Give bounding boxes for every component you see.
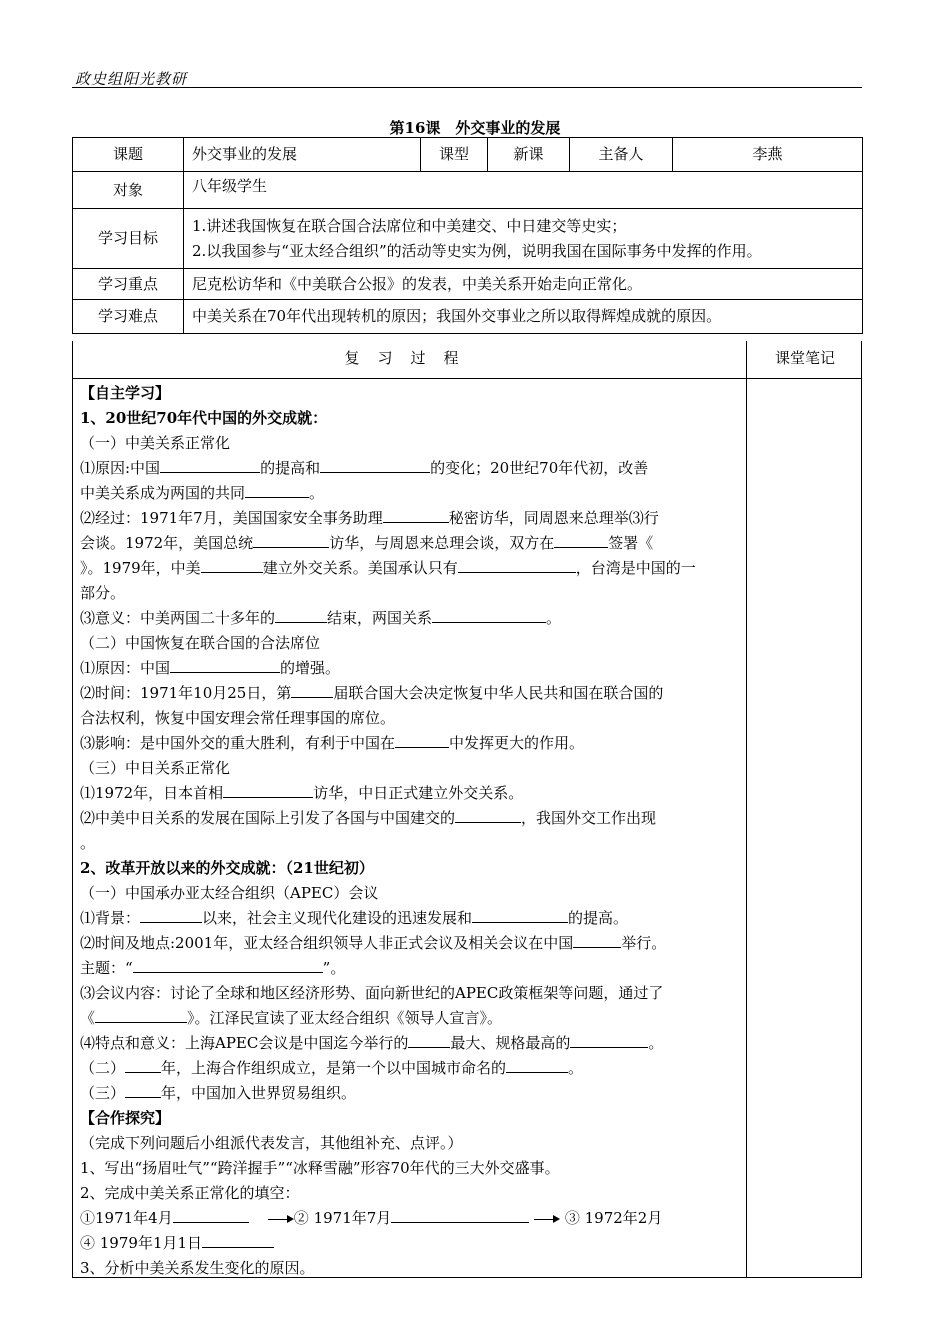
subsection-1a: （一）中美关系正常化 <box>80 434 231 452</box>
blank <box>432 606 546 623</box>
notes-label: 课堂笔记 <box>774 349 835 367</box>
blank <box>391 1206 529 1223</box>
text-run: 结束，两国关系 <box>327 609 433 627</box>
section-2-heading: 2、改革开放以来的外交成就：（21世纪初） <box>80 859 374 877</box>
page-header: 政史组阳光教研 <box>75 70 188 88</box>
section-1-heading: 1、20世纪70年代中国的外交成就： <box>80 409 328 427</box>
text-run: 。 <box>568 1059 584 1077</box>
text-run: 的变化；20世纪70年代初，改善 <box>430 459 649 477</box>
text-run: 访华，与周恩来总理会谈，双方在 <box>329 534 555 552</box>
text-run: 主题：“ <box>80 959 133 977</box>
content-line: 。 <box>80 834 96 852</box>
text-run: 。 <box>309 484 325 502</box>
page-title: 第16课 外交事业的发展 <box>389 119 561 137</box>
text-run: 的提高。 <box>568 909 629 927</box>
content-line: ⑶会议内容：讨论了全球和地区经济形势、面向新世纪的APEC政策框架等问题，通过了 <box>80 984 664 1002</box>
goal-1: 1.讲述我国恢复在联合国合法席位和中美建交、中日建交等史实； <box>192 216 627 235</box>
blank <box>140 906 202 923</box>
text-run: ⑵经过：1971年7月，美国国家安全事务助理 <box>80 509 383 527</box>
content-line <box>80 1031 745 1056</box>
text-run: 》。1979年，中美 <box>80 559 201 577</box>
text-run: 中发挥更大的作用。 <box>449 734 585 752</box>
blank <box>570 1031 648 1048</box>
text-run: 年，中国加入世界贸易组织。 <box>161 1084 357 1102</box>
text-run: ② 1971年7月 <box>293 1209 392 1227</box>
content-line <box>80 731 745 756</box>
text-run: ⑴背景： <box>80 909 141 927</box>
text-run: ⑵时间：1971年10月25日，第 <box>80 684 292 702</box>
text-run: 1日 <box>177 1234 203 1252</box>
text-run: ⑵时间及地点:2001年，亚太经合组织领导人非正式会议及相关会议在中国 <box>80 934 574 952</box>
text-run: ③ 1972年2月 <box>564 1209 663 1227</box>
blank <box>458 556 576 573</box>
blank <box>253 531 329 548</box>
topic-value: 外交事业的发展 <box>184 138 421 172</box>
text-run: ”。 <box>322 959 346 977</box>
text-run: ⑵中美中日关系的发展在国际上引发了各国与中国建交的 <box>80 809 456 827</box>
content-line <box>80 781 745 806</box>
blank <box>125 1056 161 1073</box>
content-line <box>80 806 745 831</box>
topic-label: 课题 <box>73 138 184 172</box>
difficulty-label: 学习难点 <box>73 300 184 334</box>
content-line <box>80 1006 745 1031</box>
blank <box>291 681 333 698</box>
blank <box>573 931 621 948</box>
goals-value <box>184 209 863 269</box>
difficulty-value: 中美关系在70年代出现转机的原因；我国外交事业之所以取得辉煌成就的原因。 <box>184 300 863 334</box>
content-line: （完成下列问题后小组派代表发言，其他组补充、点评。） <box>80 1134 463 1152</box>
type-label: 课型 <box>421 138 488 172</box>
text-run: 最大、规格最高的 <box>450 1034 571 1052</box>
subsection-1c: （三）中日关系正常化 <box>80 759 231 777</box>
text-run: 会谈。1972年，美国总统 <box>80 534 254 552</box>
content-line <box>80 656 745 681</box>
content-line <box>80 606 745 631</box>
blank <box>395 731 449 748</box>
content-line: 合法权利，恢复中国安理会常任理事国的席位。 <box>80 709 396 727</box>
type-value: 新课 <box>488 138 570 172</box>
blank <box>506 1056 568 1073</box>
content-line <box>80 531 745 556</box>
goals-label: 学习目标 <box>73 209 184 269</box>
goal-2: 2.以我国参与“亚太经合组织”的活动等史实为例，说明我国在国际事务中发挥的作用。 <box>192 241 762 260</box>
text-run: 。 <box>648 1034 664 1052</box>
content-line <box>80 506 745 531</box>
content-line <box>80 456 745 481</box>
content-line <box>80 481 745 506</box>
lead-value: 李燕 <box>673 138 863 172</box>
header-rule <box>72 87 862 88</box>
text-run: 。 <box>546 609 562 627</box>
blank <box>160 456 260 473</box>
lesson-info-table <box>72 137 863 334</box>
text-run: 《 <box>80 1009 96 1027</box>
blank <box>383 506 449 523</box>
text-run: 的提高和 <box>260 459 321 477</box>
text-run: 的增强。 <box>280 659 341 677</box>
blank <box>223 781 313 798</box>
text-run: 建立外交关系。美国承认只有 <box>262 559 458 577</box>
text-run: （三） <box>80 1084 126 1102</box>
blank <box>554 531 608 548</box>
text-run: 》。江泽民宣读了亚太经合组织《领导人宣言》。 <box>187 1009 503 1027</box>
text-run: 以来，社会主义现代化建设的迅速发展和 <box>202 909 473 927</box>
text-run: ，我国外交工作出现 <box>521 809 657 827</box>
text-run: ⑴1972年，日本首相 <box>80 784 224 802</box>
text-run: （二） <box>80 1059 126 1077</box>
focus-value: 尼克松访华和《中美联合公报》的发表，中美关系开始走向正常化。 <box>184 269 863 300</box>
text-run: 年，上海合作组织成立，是第一个以中国城市命名的 <box>161 1059 507 1077</box>
content-line: 3、分析中美关系发生变化的原因。 <box>80 1259 315 1277</box>
text-run: ⑶影响：是中国外交的重大胜利，有利于中国在 <box>80 734 396 752</box>
text-run: ⑴原因：中国 <box>80 659 171 677</box>
content-body <box>80 381 745 1281</box>
blank <box>201 556 263 573</box>
blank <box>472 906 568 923</box>
blank <box>320 456 430 473</box>
content-line <box>80 906 745 931</box>
review-process-label: 复习过程 <box>344 349 477 367</box>
text-run: ④ 1979年1月 <box>80 1234 178 1252</box>
blank <box>133 956 323 973</box>
arrow-icon <box>268 1214 294 1224</box>
text-run: ⑷特点和意义：上海APEC会议是中国迄今举行的 <box>80 1034 409 1052</box>
text-run: 签署《 <box>608 534 654 552</box>
blank <box>202 1231 274 1248</box>
blank <box>95 1006 187 1023</box>
audience-label: 对象 <box>73 172 184 209</box>
text-run: ，台湾是中国的一 <box>575 559 696 577</box>
content-line: 2、完成中美关系正常化的填空： <box>80 1184 300 1202</box>
blank <box>408 1031 450 1048</box>
content-line <box>80 931 745 956</box>
content-line <box>80 1056 745 1081</box>
text-run: 中美关系成为两国的共同 <box>80 484 246 502</box>
self-study-heading: 【自主学习】 <box>80 384 171 402</box>
text-run: ⑶意义：中美两国二十多年的 <box>80 609 276 627</box>
cooperative-inquiry-heading: 【合作探究】 <box>80 1109 171 1127</box>
text-run: 秘密访华，同周恩来总理举⑶行 <box>448 509 659 527</box>
content-line <box>80 1081 745 1106</box>
blank <box>170 656 280 673</box>
blank <box>245 481 309 498</box>
text-run: 届联合国大会决定恢复中华人民共和国在联合国的 <box>333 684 664 702</box>
lead-label: 主备人 <box>570 138 673 172</box>
blank <box>455 806 521 823</box>
timeline-line <box>80 1231 745 1256</box>
subsection-2a: （一）中国承办亚太经合组织（APEC）会议 <box>80 884 379 902</box>
content-line: 部分。 <box>80 584 126 602</box>
blank <box>275 606 327 623</box>
text-run: 举行。 <box>621 934 667 952</box>
focus-label: 学习重点 <box>73 269 184 300</box>
content-line <box>80 556 745 581</box>
audience-value: 八年级学生 <box>184 172 863 209</box>
content-line <box>80 956 745 981</box>
notes-column-divider <box>746 341 747 1278</box>
arrow-icon <box>534 1214 560 1224</box>
content-line: 1、写出“扬眉吐气”“跨洋握手”“冰释雪融”形容70年代的三大外交盛事。 <box>80 1159 560 1177</box>
blank <box>173 1206 249 1223</box>
text-run: 访华，中日正式建立外交关系。 <box>313 784 524 802</box>
text-run: ①1971年4月 <box>80 1209 173 1227</box>
timeline-line <box>80 1206 745 1231</box>
process-header-row <box>72 341 862 379</box>
text-run: ⑴原因:中国 <box>80 459 161 477</box>
subsection-1b: （二）中国恢复在联合国的合法席位 <box>80 634 321 652</box>
blank <box>125 1081 161 1098</box>
content-line <box>80 681 745 706</box>
